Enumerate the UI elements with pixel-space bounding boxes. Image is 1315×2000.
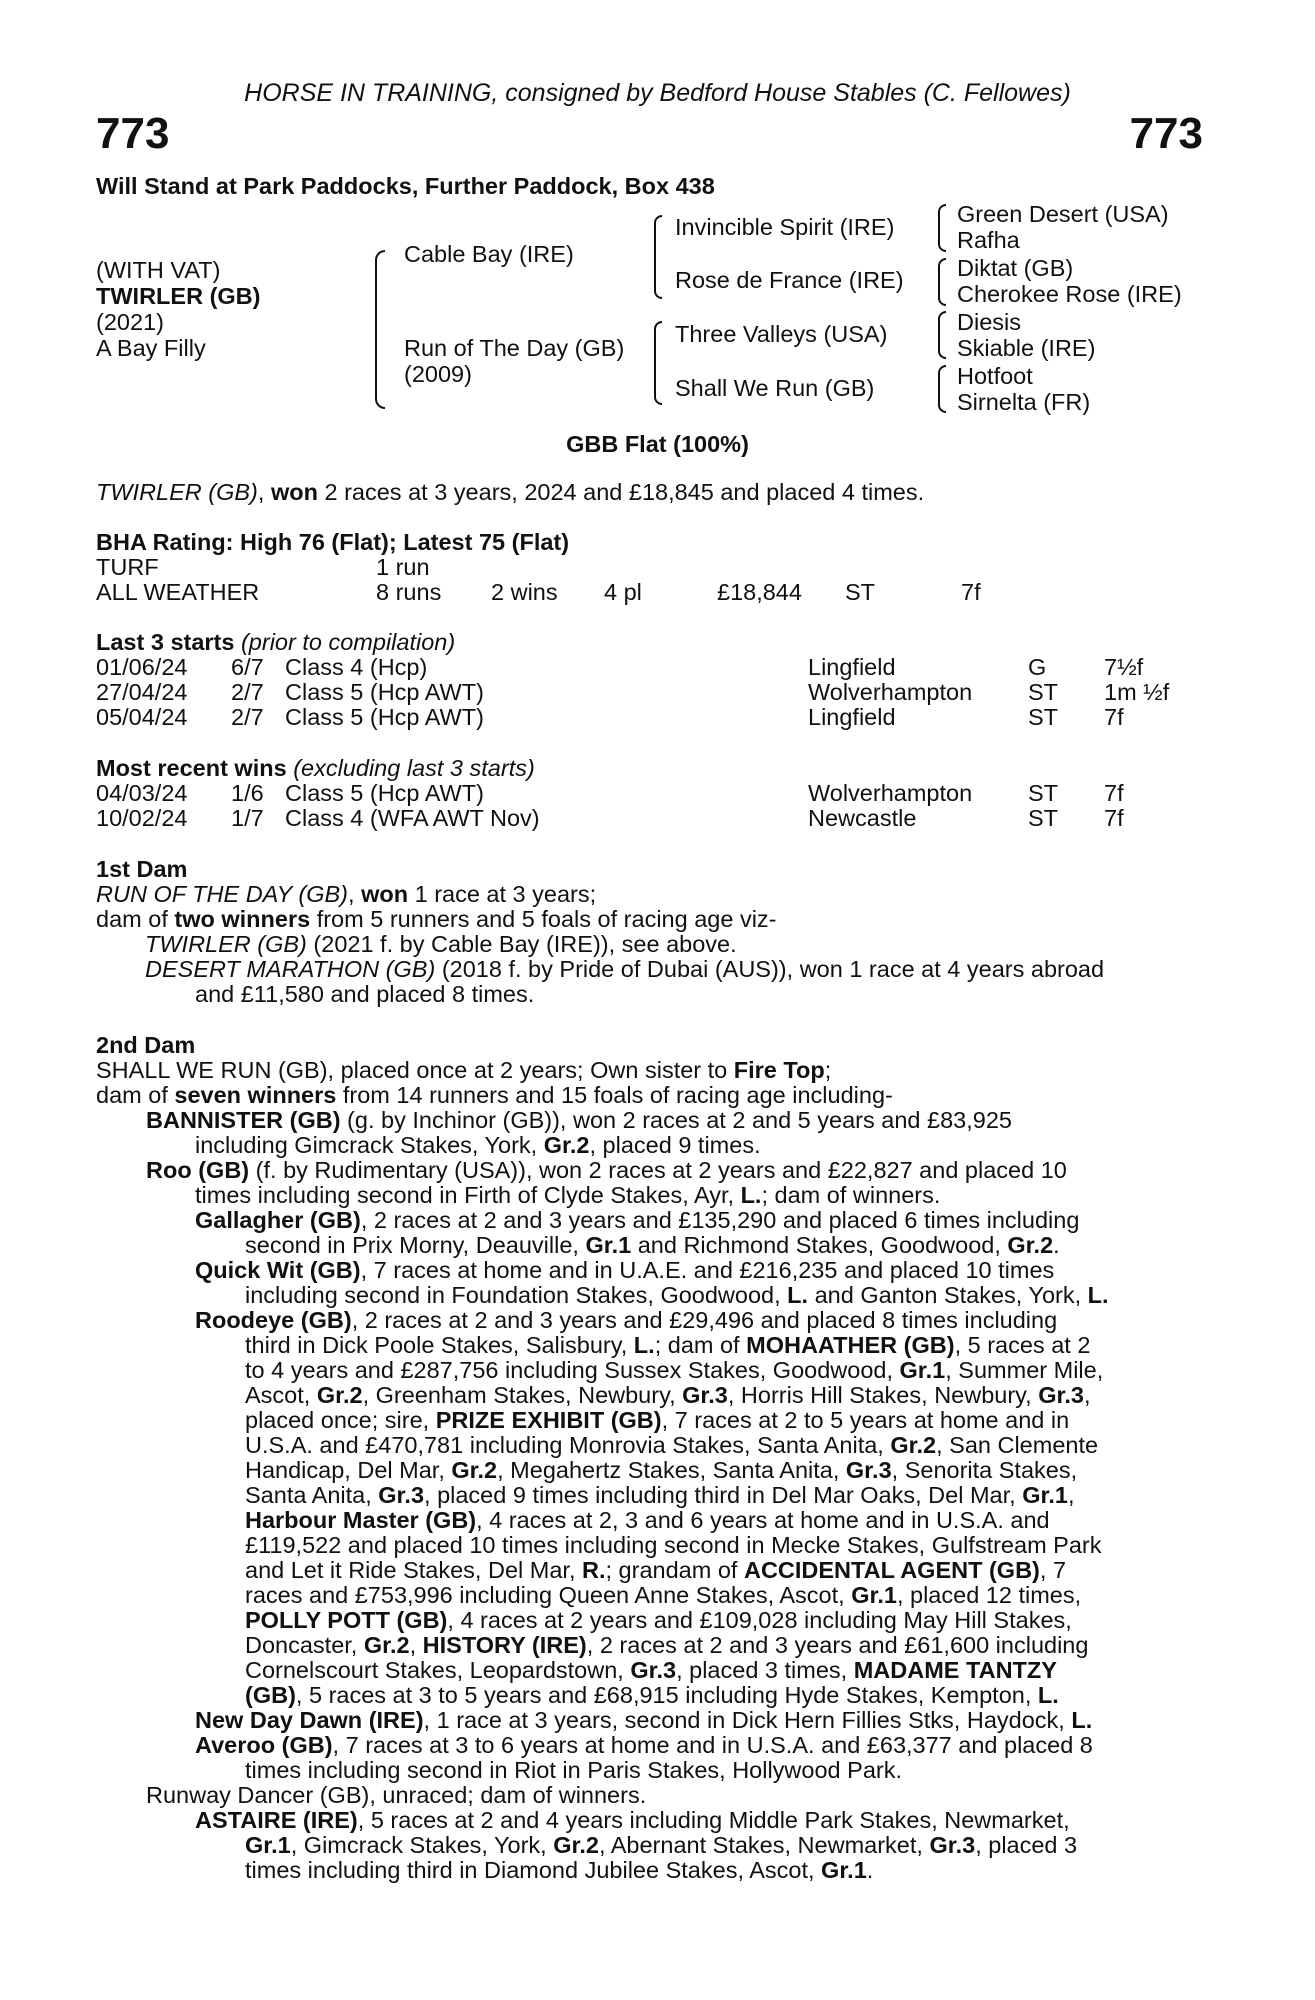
produce-averoo — [195, 1733, 1093, 1758]
grade: Gr.3 — [845, 1457, 892, 1483]
row-going: ST — [1028, 805, 1059, 831]
text: , 1 race at 3 years, second in Dick Hern Fillies Stks, Haydock, — [423, 1707, 1072, 1733]
text: , placed 9 times. — [589, 1132, 761, 1158]
horse-bold: (GB) — [245, 1682, 296, 1708]
text: and Ganton Stakes, York, — [808, 1282, 1088, 1308]
row-going: G — [1028, 654, 1047, 680]
produce-cont — [245, 1333, 1090, 1358]
grade: L. — [787, 1282, 809, 1308]
text: dam of — [96, 906, 175, 932]
produce-cont — [245, 1483, 1074, 1508]
row-date: 05/04/24 — [96, 704, 188, 730]
produce-cont — [245, 1383, 1091, 1408]
text: including second in Foundation Stakes, Goodwood, — [245, 1282, 788, 1308]
pedigree-brace-dam — [654, 321, 662, 405]
horse-bold: MADAME TANTZY — [853, 1657, 1057, 1683]
horse-bold: POLLY POTT (GB) — [245, 1607, 448, 1633]
text: to 4 years and £287,756 including Sussex Stakes, Goodwood, — [245, 1357, 900, 1383]
row-course: Wolverhampton — [808, 780, 973, 806]
text: U.S.A. and £470,781 including Monrovia Stakes, Santa Anita, — [245, 1432, 891, 1458]
text: SHALL WE RUN (GB), placed once at 2 years; Own sister to — [96, 1057, 734, 1083]
aw-distance: 7f — [961, 579, 981, 605]
text: from 14 runners and 15 foals of racing age including- — [336, 1082, 893, 1108]
text: , 4 races at 2 years and £109,028 including May Hill Stakes, — [447, 1607, 1072, 1633]
text-bold: two winners — [174, 906, 311, 932]
produce-desert-marathon — [145, 957, 1104, 982]
text: second in Prix Morny, Deauville, — [245, 1232, 586, 1258]
text: , 7 — [1039, 1557, 1067, 1583]
pedigree-brace-main — [375, 250, 385, 409]
brace-g4 — [938, 365, 946, 413]
sire: Cable Bay (IRE) — [404, 241, 574, 267]
row-date: 04/03/24 — [96, 780, 188, 806]
last3-title: Last 3 starts — [96, 629, 235, 655]
text: . — [866, 1857, 874, 1883]
text: , placed 9 times including third in Del Mar Oaks, Del Mar, — [424, 1482, 1023, 1508]
produce-name: BANNISTER (GB) — [146, 1107, 341, 1133]
grade: Gr.3 — [630, 1657, 677, 1683]
text: times including third in Diamond Jubilee Stakes, Ascot, — [245, 1857, 822, 1883]
last3-note: (prior to compilation) — [240, 629, 456, 655]
grade: Gr.2 — [363, 1632, 410, 1658]
row-distance: 1m ½f — [1104, 679, 1170, 705]
gp-5: Diesis — [957, 309, 1021, 335]
text: , 2 races at 2 and 3 years and £135,290 and placed 6 times including — [360, 1207, 1080, 1233]
text-bold: Fire Top — [733, 1057, 825, 1083]
horse-name: TWIRLER (GB) — [96, 283, 261, 309]
horse-bold: Harbour Master (GB) — [245, 1507, 477, 1533]
produce-cont — [245, 1233, 1060, 1258]
grade: Gr.1 — [245, 1832, 291, 1858]
produce-cont — [245, 1633, 1088, 1658]
grade: Gr.1 — [821, 1857, 867, 1883]
text: , 5 races at 2 — [954, 1332, 1091, 1358]
dam2-produce-line — [96, 1083, 893, 1108]
aw-runs: 8 runs — [376, 579, 442, 605]
produce-cont: times including second in Riot in Paris Stakes, Hollywood Park. — [245, 1757, 902, 1783]
text: , 5 races at 2 and 4 years including Middle Park Stakes, Newmarket, — [357, 1807, 1070, 1833]
produce-cont — [245, 1683, 1059, 1708]
text: , 4 races at 2, 3 and 6 years at home and in U.S.A. and — [476, 1507, 1050, 1533]
text: dam of — [96, 1082, 175, 1108]
aw-going: ST — [845, 579, 876, 605]
text: , Senorita Stakes, — [891, 1457, 1078, 1483]
dam1-text: 1 race at 3 years; — [408, 881, 597, 907]
gp-7: Hotfoot — [957, 363, 1033, 389]
produce-name: Gallagher (GB) — [195, 1207, 361, 1233]
produce-runway-dancer: Runway Dancer (GB), unraced; dam of winners. — [146, 1782, 647, 1808]
grade: Gr.3 — [682, 1382, 728, 1408]
text: , 7 races at home and in U.A.E. and £216,235 and placed 10 times — [360, 1257, 1055, 1283]
brace-g2 — [938, 258, 946, 306]
grade: L. — [1037, 1682, 1059, 1708]
gp-4: Cherokee Rose (IRE) — [957, 281, 1182, 307]
produce-roo — [146, 1158, 1067, 1183]
grade: Gr.1 — [1022, 1482, 1068, 1508]
row-position: 1/7 — [231, 805, 264, 831]
row-class: Class 5 (Hcp AWT) — [285, 679, 484, 705]
produce-text: (2021 f. by Cable Bay (IRE)), see above. — [306, 931, 737, 957]
produce-name: DESERT MARATHON (GB) — [145, 956, 436, 982]
text: ; — [824, 1057, 832, 1083]
dam2-title: 2nd Dam — [96, 1032, 196, 1058]
brace-g1 — [938, 204, 946, 252]
produce-cont — [245, 1583, 1081, 1608]
page-header: HORSE IN TRAINING, consigned by Bedford House Stables (C. Fellowes) — [244, 79, 1071, 107]
text: (f. by Rudimentary (USA)), won 2 races at 2 years and £22,827 and placed 10 — [249, 1157, 1067, 1183]
text: . — [1053, 1232, 1060, 1258]
horse-bold: MOHAATHER (GB) — [746, 1332, 955, 1358]
grade: Gr.1 — [899, 1357, 946, 1383]
race-summary: TWIRLER (GB), won 2 races at 3 years, 2024 and £18,845 and placed 4 times. — [96, 479, 925, 505]
produce-cont — [245, 1358, 1103, 1383]
horse-bold: HISTORY (IRE) — [422, 1632, 587, 1658]
stand-location: Will Stand at Park Paddocks, Further Paddock, Box 438 — [96, 173, 715, 199]
produce-cont — [245, 1833, 1077, 1858]
grade: Gr.3 — [378, 1482, 425, 1508]
dam: Run of The Day (GB) — [404, 335, 625, 361]
row-date: 27/04/24 — [96, 679, 188, 705]
summary-horse: TWIRLER (GB) — [96, 479, 258, 505]
horse-description: A Bay Filly — [96, 335, 206, 361]
grade: Gr.3 — [1038, 1382, 1084, 1408]
produce-name: TWIRLER (GB) — [145, 931, 307, 957]
row-course: Newcastle — [808, 805, 917, 831]
sire-dam: Rose de France (IRE) — [675, 267, 904, 293]
text: , — [1067, 1482, 1075, 1508]
text-bold: seven winners — [174, 1082, 337, 1108]
grade: R. — [582, 1557, 606, 1583]
produce-twirler — [145, 932, 737, 957]
gbb-label: GBB Flat (100%) — [566, 431, 749, 457]
text: (g. by Inchinor (GB)), won 2 races at 2 and 5 years and £83,925 — [340, 1107, 1012, 1133]
grade: Gr.1 — [851, 1582, 897, 1608]
text: Ascot, — [245, 1382, 317, 1408]
grade: Gr.2 — [553, 1832, 599, 1858]
row-position: 2/7 — [231, 704, 264, 730]
text: , 2 races at 2 and 3 years and £29,496 and placed 8 times including — [351, 1307, 1058, 1333]
text: and Let it Ride Stakes, Del Mar, — [245, 1557, 582, 1583]
summary-text: 2 races at 3 years, 2024 and £18,845 and placed 4 times. — [317, 479, 925, 505]
produce-cont — [245, 1408, 1069, 1433]
grade: L. — [633, 1332, 655, 1358]
row-date: 01/06/24 — [96, 654, 188, 680]
produce-cont — [195, 1133, 761, 1158]
gp-6: Skiable (IRE) — [957, 335, 1096, 361]
pedigree-brace-sire — [654, 215, 662, 299]
text: , Horris Hill Stakes, Newbury, — [727, 1382, 1039, 1408]
text: ; grandam of — [605, 1557, 744, 1583]
turf-runs: 1 run — [376, 554, 430, 580]
produce-cont — [245, 1858, 873, 1883]
produce-name: Averoo (GB) — [195, 1732, 333, 1758]
row-distance: 7½f — [1104, 654, 1144, 680]
aw-prize: £18,844 — [717, 579, 802, 605]
produce-bannister — [146, 1108, 1012, 1133]
row-going: ST — [1028, 679, 1059, 705]
grade: Gr.2 — [451, 1457, 498, 1483]
row-class: Class 5 (Hcp AWT) — [285, 780, 484, 806]
row-class: Class 5 (Hcp AWT) — [285, 704, 484, 730]
text: , 2 races at 2 and 3 years and £61,600 including — [586, 1632, 1089, 1658]
produce-name: Roo (GB) — [146, 1157, 250, 1183]
row-date: 10/02/24 — [96, 805, 188, 831]
lot-number-right: 773 — [1129, 109, 1203, 158]
vat-note: (WITH VAT) — [96, 257, 221, 283]
produce-name: Quick Wit (GB) — [195, 1257, 361, 1283]
produce-name: Roodeye (GB) — [195, 1307, 352, 1333]
produce-gallagher — [195, 1208, 1079, 1233]
produce-new-day-dawn — [195, 1708, 1092, 1733]
dam-sire: Three Valleys (USA) — [675, 321, 888, 347]
text: and Richmond Stakes, Goodwood, — [631, 1232, 1008, 1258]
row-course: Lingfield — [808, 704, 896, 730]
text: , 7 races at 3 to 6 years at home and in U.S.A. and £63,377 and placed 8 — [332, 1732, 1093, 1758]
text: , placed 12 times, — [896, 1582, 1082, 1608]
text: , San Clemente — [936, 1432, 1099, 1458]
text: times including second in Firth of Clyde Stakes, Ayr, — [195, 1182, 741, 1208]
text: Cornelscourt Stakes, Leopardstown, — [245, 1657, 631, 1683]
row-course: Lingfield — [808, 654, 896, 680]
recent-title: Most recent wins — [96, 755, 287, 781]
text: , Summer Mile, — [945, 1357, 1104, 1383]
grade: Gr.2 — [890, 1432, 937, 1458]
text: , — [409, 1632, 423, 1658]
dam1-name: RUN OF THE DAY (GB) — [96, 881, 348, 907]
grade: Gr.1 — [585, 1232, 632, 1258]
text: races and £753,996 including Queen Anne Stakes, Ascot, — [245, 1582, 852, 1608]
produce-quick-wit — [195, 1258, 1054, 1283]
aw-placed: 4 pl — [604, 579, 642, 605]
lot-number-left: 773 — [96, 109, 170, 158]
dam1-won: won — [361, 881, 409, 907]
row-distance: 7f — [1104, 805, 1124, 831]
text: , Gimcrack Stakes, York, — [290, 1832, 554, 1858]
produce-cont — [245, 1283, 1109, 1308]
aw-label: ALL WEATHER — [96, 579, 260, 605]
row-distance: 7f — [1104, 780, 1124, 806]
row-distance: 7f — [1104, 704, 1124, 730]
text: , 5 races at 3 to 5 years and £68,915 including Hyde Stakes, Kempton, — [295, 1682, 1038, 1708]
row-course: Wolverhampton — [808, 679, 973, 705]
recent-heading — [96, 756, 535, 781]
grade: Gr.2 — [543, 1132, 590, 1158]
dam-dam: Shall We Run (GB) — [675, 375, 875, 401]
text: Santa Anita, — [245, 1482, 379, 1508]
text: including Gimcrack Stakes, York, — [195, 1132, 544, 1158]
produce-text: (2018 f. by Pride of Dubai (AUS)), won 1 race at 4 years abroad — [435, 956, 1105, 982]
text: ; dam of — [654, 1332, 747, 1358]
row-position: 1/6 — [231, 780, 264, 806]
produce-cont — [245, 1608, 1072, 1633]
text: , placed 3 — [975, 1832, 1078, 1858]
horse-year: (2021) — [96, 309, 164, 335]
produce-cont — [245, 1658, 1057, 1683]
produce-astaire — [195, 1808, 1070, 1833]
produce-cont — [195, 1183, 940, 1208]
dam-year: (2009) — [404, 361, 472, 387]
turf-label: TURF — [96, 554, 159, 580]
produce-roodeye — [195, 1308, 1057, 1333]
text: third in Dick Poole Stakes, Salisbury, — [245, 1332, 634, 1358]
produce-name: New Day Dawn (IRE) — [195, 1707, 424, 1733]
brace-g3 — [938, 311, 946, 359]
grade: L. — [1087, 1282, 1109, 1308]
text: , Megahertz Stakes, Santa Anita, — [497, 1457, 846, 1483]
row-class: Class 4 (Hcp) — [285, 654, 428, 680]
dam1-produce-line — [96, 907, 777, 932]
grade: Gr.2 — [316, 1382, 363, 1408]
text: Doncaster, — [245, 1632, 364, 1658]
row-class: Class 4 (WFA AWT Nov) — [285, 805, 540, 831]
grade: L. — [1071, 1707, 1093, 1733]
text: , 7 races at 2 to 5 years at home and in — [661, 1407, 1070, 1433]
horse-bold: PRIZE EXHIBIT (GB) — [435, 1407, 662, 1433]
gp-3: Diktat (GB) — [957, 255, 1074, 281]
sire-sire: Invincible Spirit (IRE) — [675, 214, 895, 240]
row-position: 6/7 — [231, 654, 264, 680]
row-going: ST — [1028, 780, 1059, 806]
gp-8: Sirnelta (FR) — [957, 389, 1091, 415]
aw-wins: 2 wins — [491, 579, 558, 605]
row-going: ST — [1028, 704, 1059, 730]
row-position: 2/7 — [231, 679, 264, 705]
gp-1: Green Desert (USA) — [957, 201, 1169, 227]
produce-cont: £119,522 and placed 10 times including second in Mecke Stakes, Gulfstream Park — [245, 1532, 1102, 1558]
produce-cont: and £11,580 and placed 8 times. — [195, 981, 535, 1007]
text: , — [1083, 1382, 1091, 1408]
text: placed once; sire, — [245, 1407, 436, 1433]
bha-title: BHA Rating: High 76 (Flat); Latest 75 (Flat) — [96, 529, 570, 555]
grade: Gr.2 — [1007, 1232, 1054, 1258]
produce-cont — [245, 1433, 1098, 1458]
produce-name: ASTAIRE (IRE) — [195, 1807, 358, 1833]
dam1-title: 1st Dam — [96, 856, 188, 882]
grade: Gr.3 — [929, 1832, 976, 1858]
produce-cont — [245, 1508, 1050, 1533]
text: , Greenham Stakes, Newbury, — [362, 1382, 683, 1408]
grade: L. — [740, 1182, 762, 1208]
last3-heading — [96, 630, 455, 655]
text: Handicap, Del Mar, — [245, 1457, 452, 1483]
text: , Abernant Stakes, Newmarket, — [598, 1832, 930, 1858]
horse-bold: ACCIDENTAL AGENT (GB) — [743, 1557, 1040, 1583]
recent-note: (excluding last 3 starts) — [293, 755, 535, 781]
text: , placed 3 times, — [676, 1657, 854, 1683]
gp-2: Rafha — [957, 227, 1020, 253]
text: ; dam of winners. — [761, 1182, 941, 1208]
text: from 5 runners and 5 foals of racing age viz- — [310, 906, 777, 932]
dam2-line — [96, 1058, 831, 1083]
dam1-line: RUN OF THE DAY (GB), won 1 race at 3 years; — [96, 881, 597, 907]
summary-won: won — [270, 479, 318, 505]
produce-cont — [245, 1458, 1077, 1483]
produce-cont — [245, 1558, 1066, 1583]
